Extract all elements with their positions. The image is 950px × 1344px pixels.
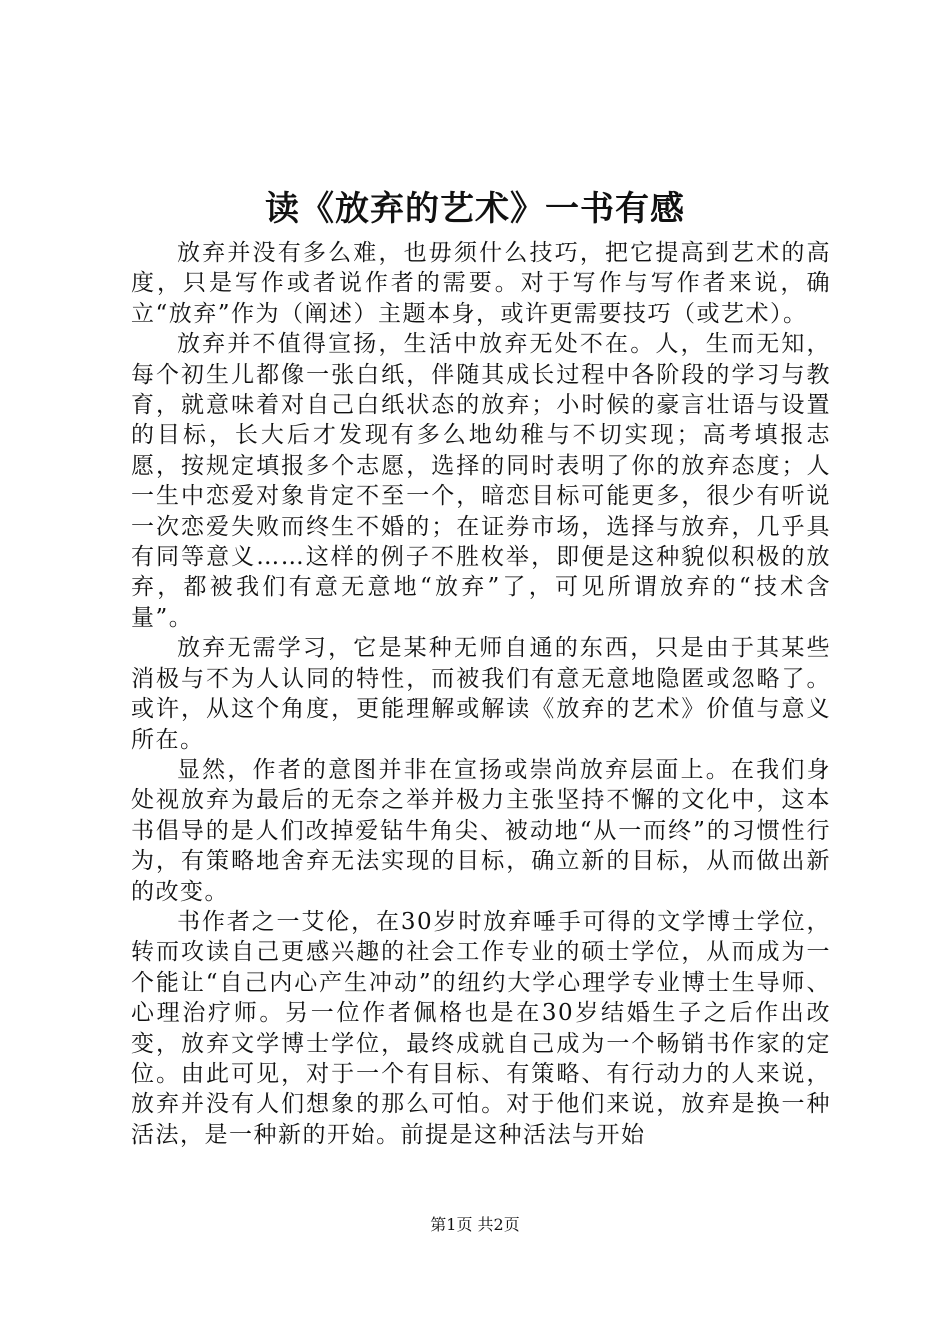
paragraph-1: 放弃并没有多么难，也毋须什么技巧，把它提高到艺术的高度，只是写作或者说作者的需要。对于写作与写作者来说，确立“放弃”作为（阐述）主题本身，或许更需要技巧（或艺术）。: [131, 240, 831, 327]
paragraph-2: 放弃并不值得宣扬，生活中放弃无处不在。人，生而无知，每个初生儿都像一张白纸，伴随其成长过程中各阶段的学习与教育，就意味着对自己白纸状态的放弃；小时候的豪言壮语与设置的目标，长大后才发现有多么地幼稚与不切实现；高考填报志愿，按规定填报多个志愿，选择的同时表明了你的放弃态度；人一生中恋爱对象肯定不至一个，暗恋目标可能更多，很少有听说一次恋爱失败而终生不婚的；在证券市场，选择与放弃，几乎具有同等意义……这样的例子不胜枚举，即便是这种貌似积极的放弃，都被我们有意无意地“放弃”了，可见所谓放弃的“技术含量”。: [131, 331, 831, 631]
page-number-footer: 第1页 共2页: [430, 1215, 520, 1234]
document-body: [131, 238, 831, 1150]
paragraph-3: 放弃无需学习，它是某种无师自通的东西，只是由于其某些消极与不为人认同的特性，而被我们有意无意地隐匿或忽略了。或许，从这个角度，更能理解或解读《放弃的艺术》价值与意义所在。: [131, 635, 831, 753]
paragraph-5: 书作者之一艾伦，在30岁时放弃唾手可得的文学博士学位，转而攻读自己更感兴趣的社会工作专业的硕士学位，从而成为一个能让“自己内心产生冲动”的纽约大学心理学专业博士生导师、心理治疗师。另一位作者佩格也是在30岁结婚生子之后作出改变，放弃文学博士学位，最终成就自己成为一个畅销书作家的定位。由此可见，对于一个有目标、有策略、有行动力的人来说，放弃并没有人们想象的那么可怕。对于他们来说，放弃是换一种活法，是一种新的开始。前提是这种活法与开始: [131, 908, 831, 1148]
paragraph-4: 显然，作者的意图并非在宣扬或崇尚放弃层面上。在我们身处视放弃为最后的无奈之举并极力主张坚持不懈的文化中，这本书倡导的是人们改掉爱钻牛角尖、被动地“从一而终”的习惯性行为，有策略地舍弃无法实现的目标，确立新的目标，从而做出新的改变。: [131, 756, 831, 905]
document-title: 读《放弃的艺术》一书有感: [265, 189, 685, 229]
